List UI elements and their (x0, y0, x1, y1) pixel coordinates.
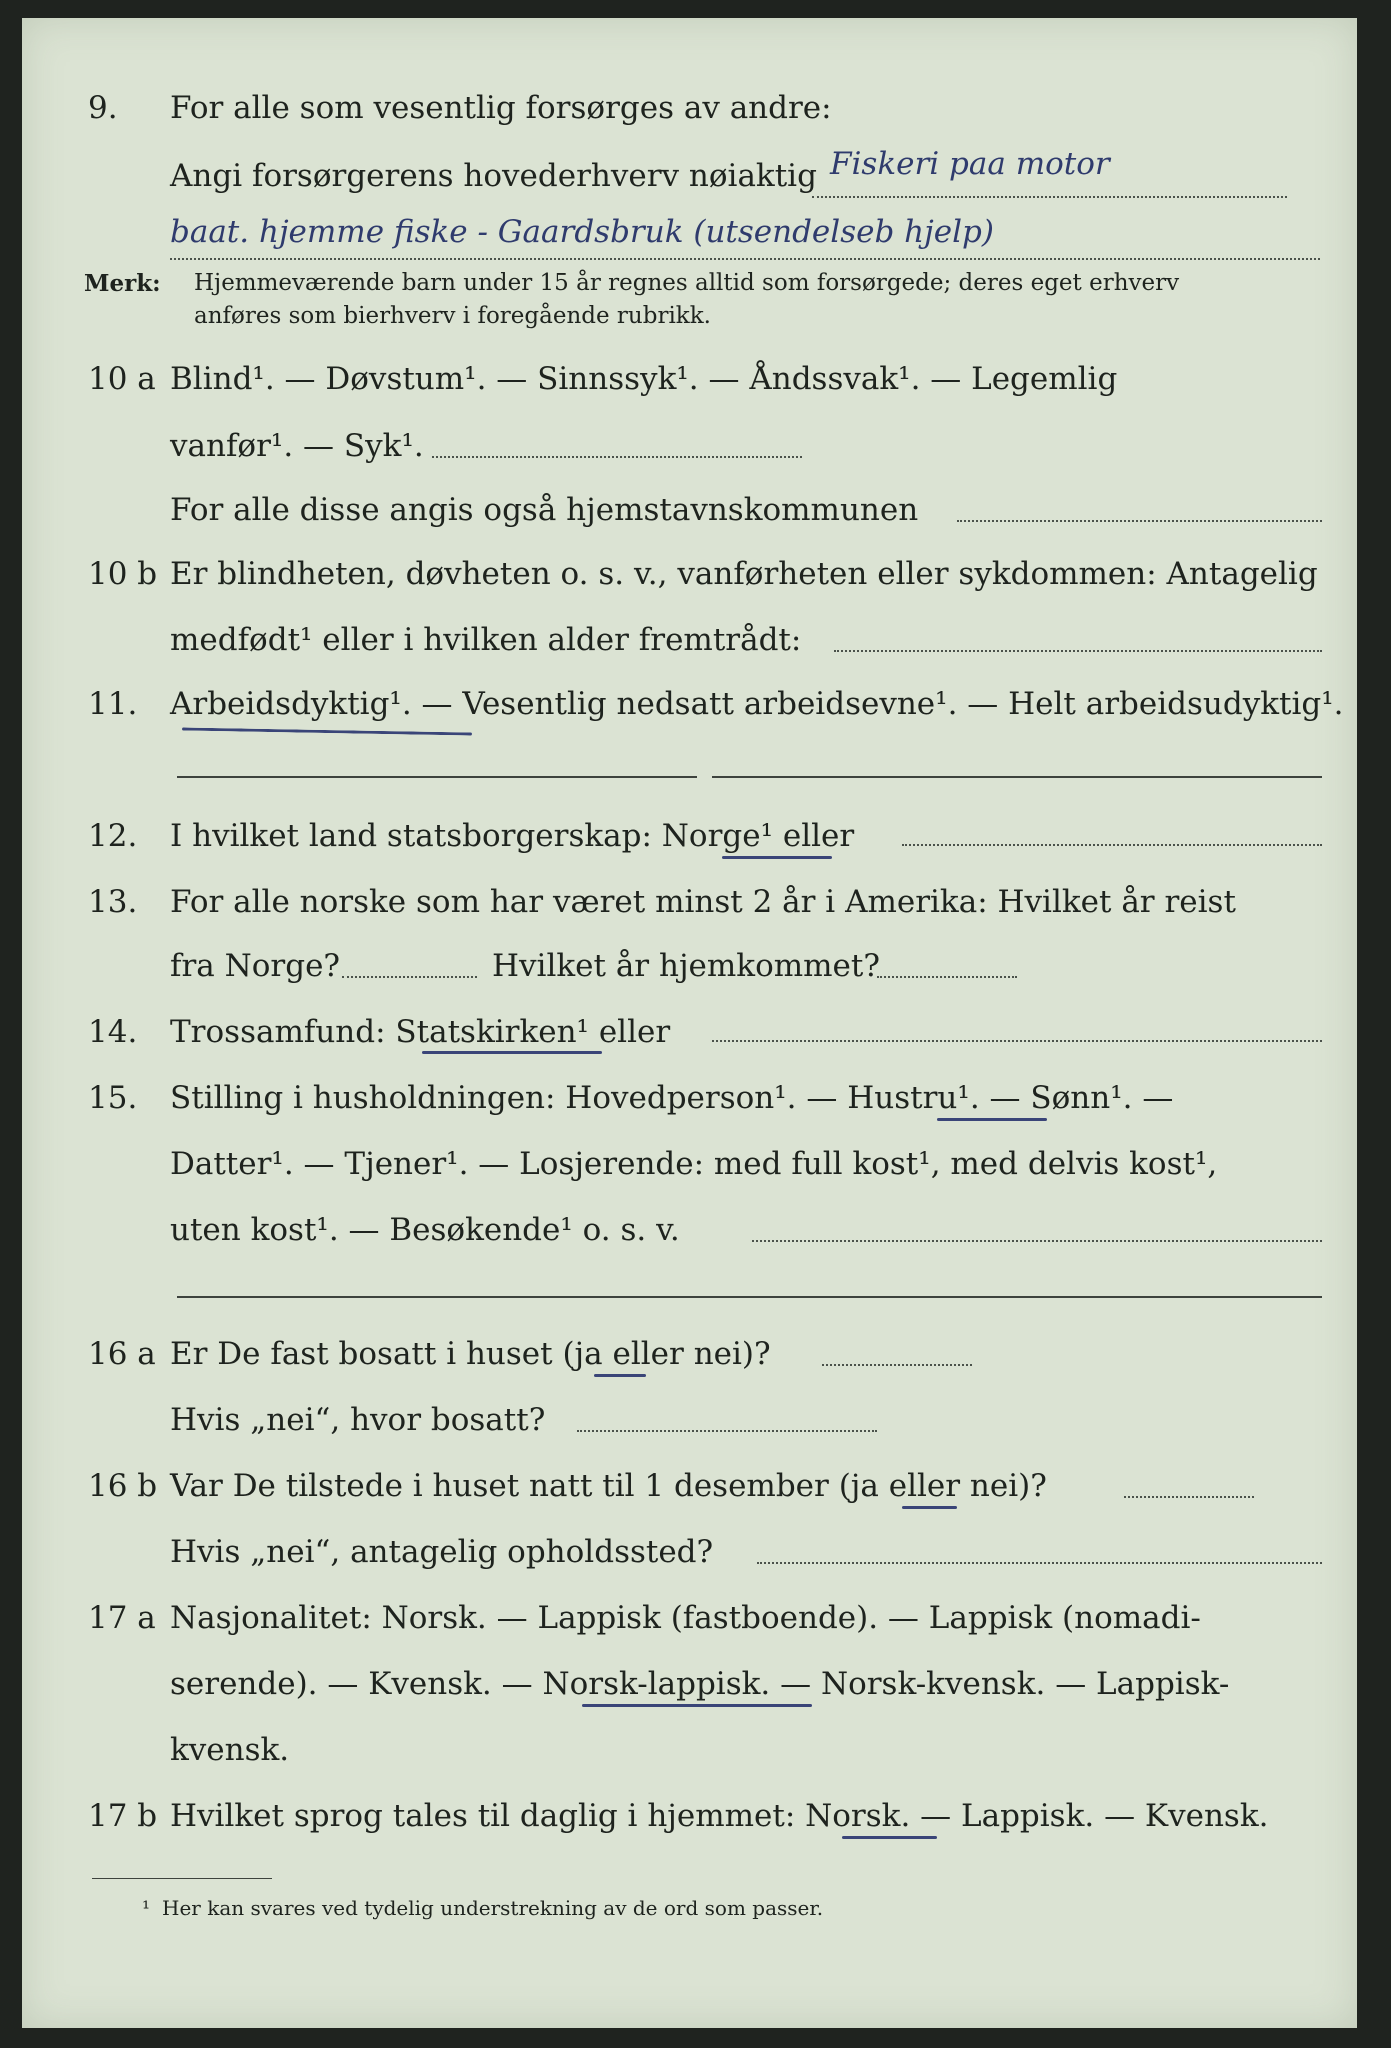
q15-line1: Stilling i husholdningen: Hovedperson¹. — Hustru¹. — Sønn¹. — (170, 1080, 1174, 1116)
census-form-page (22, 18, 1357, 2028)
q16b-underline-ja (902, 1506, 957, 1509)
q12-answer-line (902, 844, 1322, 846)
q16a-underline-ja (594, 1374, 646, 1377)
q13-line2a: fra Norge? (170, 948, 341, 984)
q16b-answer-line (1124, 1496, 1254, 1498)
q16a-bosatt-line (577, 1430, 877, 1432)
q17b-line1: Hvilket sprog tales til daglig i hjemmet: Norsk. — Lappisk. — Kvensk. (170, 1798, 1269, 1834)
q15-line3: uten kost¹. — Besøkende¹ o. s. v. (170, 1212, 680, 1248)
q17a-number: 17 a (88, 1600, 156, 1636)
q14-line1: Trossamfund: Statskirken¹ eller (170, 1014, 671, 1050)
q15-line2: Datter¹. — Tjener¹. — Losjerende: med full kost¹, med delvis kost¹, (170, 1146, 1218, 1182)
q16b-line2: Hvis „nei“, antagelig opholdssted? (170, 1534, 714, 1570)
q13-line1: For alle norske som har været minst 2 år i Amerika: Hvilket år reist (170, 884, 1236, 920)
q10b-line1: Er blindheten, døvheten o. s. v., vanførheten eller sykdommen: Antagelig (170, 556, 1318, 592)
q16b-opholdssted-line (757, 1562, 1322, 1564)
q15-underline-hustru (937, 1118, 1047, 1121)
q10a-line3: For alle disse angis også hjemstavnskommunen (170, 492, 919, 528)
q11-line1: Arbeidsdyktig¹. — Vesentlig nedsatt arbeidsevne¹. — Helt arbeidsudyktig¹. (170, 686, 1344, 722)
q13-hjemkommet-line (877, 976, 1017, 978)
q17a-line3: kvensk. (170, 1732, 290, 1768)
q11-number: 11. (88, 686, 138, 722)
q9-handwritten-answer2: baat. hjemme fiske - Gaardsbruk (utsendelseb hjelp) (170, 214, 994, 250)
q17a-line2: serende). — Kvensk. — Norsk-lappisk. — Norsk-kvensk. — Lappisk- (170, 1666, 1230, 1702)
q15-answer-line (752, 1240, 1322, 1242)
footnote-mark: ¹ (142, 1896, 151, 1920)
q14-number: 14. (88, 1014, 138, 1050)
q13-line2b: Hvilket år hjemkommet? (492, 948, 880, 984)
q13-reist-line (342, 976, 477, 978)
q9-line2: Angi forsørgerens hovederhverv nøiaktig (170, 158, 817, 194)
q17a-underline-norsk-lappisk (582, 1704, 812, 1707)
q10a-line2: vanfør¹. — Syk¹. (170, 428, 424, 464)
q14-underline-statskirken (422, 1051, 602, 1054)
merk-line2: anføres som bierhverv i foregående rubrikk. (194, 303, 711, 329)
footnote-rule (92, 1878, 272, 1879)
q11-rule-right (712, 776, 1322, 778)
q12-number: 12. (88, 818, 138, 854)
q9-number: 9. (88, 90, 118, 126)
q15-rule (177, 1296, 1322, 1298)
q16a-line2: Hvis „nei“, hvor bosatt? (170, 1402, 546, 1438)
q10a-number: 10 a (88, 361, 156, 397)
q11-rule-left (177, 776, 697, 778)
q14-answer-line (712, 1040, 1322, 1042)
q17a-line1: Nasjonalitet: Norsk. — Lappisk (fastboende). — Lappisk (nomadi- (170, 1600, 1201, 1636)
q16b-number: 16 b (88, 1468, 158, 1504)
q10b-alder-line (834, 650, 1322, 652)
q10b-line2: medfødt¹ eller i hvilken alder fremtrådt: (170, 622, 802, 658)
q9-answer-line2 (170, 258, 1320, 260)
q15-number: 15. (88, 1080, 138, 1116)
merk-line1: Hjemmeværende barn under 15 år regnes alltid som forsørgede; deres eget erhverv (194, 270, 1180, 296)
q12-line1: I hvilket land statsborgerskap: Norge¹ eller (170, 818, 855, 854)
q10a-kommune-line (957, 520, 1322, 522)
q16a-answer-line (822, 1364, 972, 1366)
q10a-syk-line (432, 456, 802, 458)
q16b-line1: Var De tilstede i huset natt til 1 desember (ja eller nei)? (170, 1468, 1047, 1504)
q11-underline-mark (182, 727, 472, 735)
footnote-text: Her kan svares ved tydelig understrekning av de ord som passer. (162, 1896, 824, 1920)
q9-line1: For alle som vesentlig forsørges av andre: (170, 90, 832, 126)
q9-handwritten-answer1: Fiskeri paa motor (830, 146, 1110, 182)
q10a-line1: Blind¹. — Døvstum¹. — Sinnssyk¹. — Åndssvak¹. — Legemlig (170, 361, 1118, 397)
q12-underline-norge (722, 856, 832, 859)
q16a-number: 16 a (88, 1336, 156, 1372)
q13-number: 13. (88, 884, 138, 920)
q16a-line1: Er De fast bosatt i huset (ja eller nei)? (170, 1336, 771, 1372)
q10b-number: 10 b (88, 556, 158, 592)
q17b-number: 17 b (88, 1798, 158, 1834)
q17b-underline-norsk (842, 1836, 937, 1839)
merk-label: Merk: (84, 270, 161, 297)
q9-answer-line1 (812, 196, 1287, 198)
